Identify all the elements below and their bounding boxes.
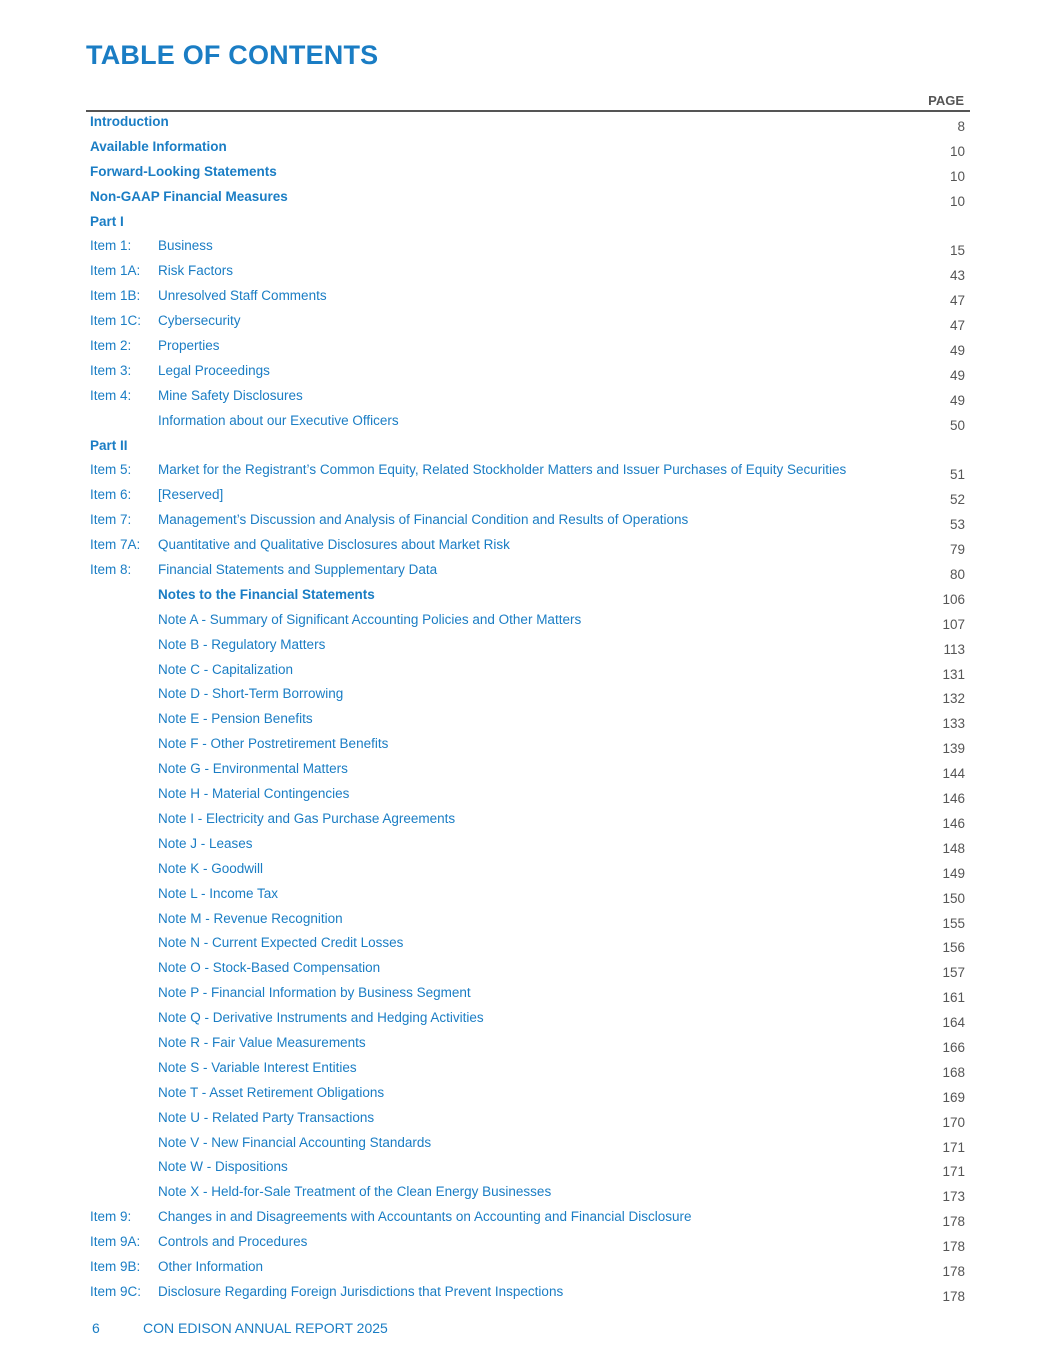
toc-entry-link[interactable]: Note F - Other Postretirement Benefits [158,736,389,752]
toc-entry-link[interactable]: Introduction [90,114,169,129]
toc-item-number: Item 9: [90,1209,132,1225]
toc-page-number: 178 [942,1288,965,1304]
toc-item-number: Item 9A: [90,1234,141,1250]
toc-entry-link[interactable]: Information about our Executive Officers [158,412,399,428]
toc-page-number: 49 [949,367,965,383]
toc-page-number: 47 [949,318,965,334]
toc-page-number: 8 [957,119,965,134]
toc-entry-link[interactable]: Note G - Environmental Matters [158,761,348,777]
toc-entry[interactable] [86,609,970,634]
toc-entry[interactable] [86,260,970,285]
toc-entry[interactable] [86,1256,970,1281]
toc-entry[interactable] [86,908,970,933]
toc-item-number: Item 2: [90,338,132,354]
toc-page-number: 169 [942,1089,965,1105]
toc-entry[interactable] [86,534,970,559]
toc-page-number: 52 [949,492,965,508]
toc-entry[interactable] [86,982,970,1007]
toc-entry-link[interactable]: Note V - New Financial Accounting Standards [158,1134,432,1150]
toc-page-number: 150 [942,890,965,906]
toc-entry-link[interactable]: Part I [90,213,124,229]
toc-entry-link[interactable]: Part II [90,437,128,453]
toc-entry[interactable] [86,559,970,584]
toc-page-number: 161 [942,990,965,1006]
toc-entry-link[interactable]: Forward-Looking Statements [90,163,277,179]
toc-item-number: Item 8: [90,562,132,578]
toc-page-number: 53 [949,517,965,533]
toc-entry[interactable] [86,161,970,186]
toc-page-number: 47 [949,293,965,309]
toc-entry[interactable] [86,1181,970,1206]
page-footer [92,1320,388,1336]
toc-entry[interactable] [86,211,970,236]
toc-page-number: 113 [943,641,965,657]
toc-entry-link[interactable]: Cybersecurity [158,313,241,329]
toc-entry-link[interactable]: Note I - Electricity and Gas Purchase Agreements [158,810,456,826]
toc-item-number: Item 1: [90,238,132,254]
toc-item-number: Item 5: [90,462,132,478]
toc-page-number: 146 [942,815,965,831]
toc-entry-link[interactable]: Note K - Goodwill [158,860,264,876]
toc-entry[interactable] [86,435,970,460]
page-title: TABLE OF CONTENTS [86,40,379,70]
toc-item-number: Item 4: [90,387,132,403]
toc-page-number: 132 [942,691,965,707]
footer-report-title: CON EDISON ANNUAL REPORT 2025 [143,1320,388,1336]
toc-page-number: 133 [942,716,965,732]
toc-entry[interactable] [86,883,970,908]
toc-entry-link[interactable]: [Reserved] [158,487,224,503]
toc-entry-link[interactable]: Note S - Variable Interest Entities [158,1059,357,1075]
toc-entry[interactable] [86,932,970,957]
toc-entry-link[interactable]: Note P - Financial Information by Business Segment [158,985,471,1001]
toc-entry-link[interactable]: Note O - Stock-Based Compensation [158,960,381,976]
toc-entry[interactable] [86,509,970,534]
toc-item-number: Item 9C: [90,1283,142,1299]
toc-entry[interactable] [86,634,970,659]
toc-page-number: 170 [942,1114,965,1130]
toc-entry[interactable] [86,1107,970,1132]
toc-page-number: 10 [949,193,965,209]
toc-page-number: 106 [942,591,965,607]
toc-page-number: 178 [942,1214,965,1230]
toc-entry-link[interactable]: Note W - Dispositions [158,1159,288,1175]
toc-entry[interactable] [86,659,970,684]
toc-entry[interactable] [86,410,970,435]
toc-page-number: 164 [942,1015,965,1031]
toc-entry[interactable] [86,310,970,335]
toc-page-number: 51 [949,467,965,483]
toc-entry[interactable] [86,1156,970,1181]
toc-entry-link[interactable]: Disclosure Regarding Foreign Jurisdictions that Prevent Inspections [158,1283,564,1299]
toc-entry-link[interactable]: Available Information [90,138,227,154]
toc-entry-link[interactable]: Non-GAAP Financial Measures [90,188,288,204]
toc-page-number: 173 [942,1189,965,1205]
toc-entry[interactable] [86,335,970,360]
toc-entry-link[interactable]: Properties [158,338,220,354]
toc-entry-link[interactable]: Note M - Revenue Recognition [158,910,343,926]
toc-page-number: 148 [942,840,965,856]
toc-page-number: 144 [942,766,965,782]
toc-entry-link[interactable]: Controls and Procedures [158,1234,308,1250]
toc-entry[interactable] [86,733,970,758]
toc-page-number: 178 [942,1263,965,1279]
toc-entry-link[interactable]: Note R - Fair Value Measurements [158,1034,366,1050]
toc-entry-link[interactable]: Business [158,238,213,254]
toc-entry[interactable] [86,1206,970,1231]
toc-entry[interactable] [86,708,970,733]
toc-entry-link[interactable]: Unresolved Staff Comments [158,288,327,304]
toc-entry[interactable] [86,285,970,310]
toc-page-number: 15 [949,243,965,259]
toc-entry[interactable] [86,385,970,410]
toc-entry[interactable] [86,484,970,509]
toc-entry[interactable] [86,1057,970,1082]
toc-entry[interactable] [86,808,970,833]
table-of-contents [86,111,970,1306]
footer-page-number: 6 [92,1320,100,1336]
toc-entry-link[interactable]: Note C - Capitalization [158,661,294,677]
toc-entry-link[interactable]: Note D - Short-Term Borrowing [158,686,344,702]
toc-page-number: 168 [942,1064,965,1080]
toc-entry[interactable] [86,235,970,260]
toc-entry-link[interactable]: Note L - Income Tax [158,885,279,901]
toc-entry[interactable] [86,1082,970,1107]
toc-page-number: 156 [942,940,965,956]
page-column-header [86,92,970,112]
toc-page-number: 139 [942,741,965,757]
toc-page-number: 10 [949,143,965,159]
toc-entry[interactable] [86,1281,970,1306]
toc-item-number: Item 1A: [90,263,141,279]
toc-entry-link[interactable]: Management’s Discussion and Analysis of Financial Condition and Results of Operations [158,512,689,528]
toc-page-number: 49 [949,343,965,359]
toc-entry[interactable] [86,1132,970,1157]
toc-entry[interactable] [86,957,970,982]
toc-entry-link[interactable]: Quantitative and Qualitative Disclosures about Market Risk [158,537,510,553]
toc-entry-link[interactable]: Note Q - Derivative Instruments and Hedging Activities [158,1010,484,1026]
toc-entry[interactable] [86,1231,970,1256]
toc-entry[interactable] [86,111,970,136]
toc-page-number: 166 [942,1039,965,1055]
toc-page-number: 10 [949,168,965,184]
toc-page-number: 107 [942,616,965,632]
toc-entry[interactable] [86,186,970,211]
toc-page-number: 131 [942,666,965,682]
toc-page-number: 171 [942,1139,965,1155]
toc-page-number: 171 [942,1164,965,1180]
toc-entry-link[interactable]: Note B - Regulatory Matters [158,636,326,652]
toc-entry[interactable] [86,683,970,708]
toc-entry-link[interactable]: Note J - Leases [158,835,253,851]
toc-entry-link[interactable]: Mine Safety Disclosures [158,387,303,403]
toc-entry[interactable] [86,1007,970,1032]
toc-entry[interactable] [86,1032,970,1057]
toc-entry[interactable] [86,858,970,883]
toc-entry[interactable] [86,833,970,858]
toc-item-number: Item 1B: [90,288,141,304]
toc-page-number: 149 [942,865,965,881]
toc-entry-link[interactable]: Legal Proceedings [158,362,270,378]
toc-page-number: 80 [949,567,965,583]
toc-page-number: 49 [949,392,965,408]
toc-entry[interactable] [86,584,970,609]
toc-entry[interactable] [86,783,970,808]
toc-entry-link[interactable]: Market for the Registrant’s Common Equity, Related Stockholder Matters and Issuer Purchases of Equity Securities [158,462,847,478]
toc-page-number: 79 [949,542,965,558]
toc-entry[interactable] [86,459,970,484]
toc-item-number: Item 1C: [90,313,142,329]
toc-entry-link[interactable]: Note E - Pension Benefits [158,711,313,727]
toc-entry-link[interactable]: Other Information [158,1258,264,1274]
toc-entry-link[interactable]: Note A - Summary of Significant Accounting Policies and Other Matters [158,611,582,627]
toc-entry-link[interactable]: Note U - Related Party Transactions [158,1109,375,1125]
toc-page-number: 178 [942,1239,965,1255]
toc-item-number: Item 7: [90,512,132,528]
toc-entry-link[interactable]: Notes to the Financial Statements [158,586,375,602]
toc-entry[interactable] [86,360,970,385]
toc-page-number: 43 [949,268,965,284]
toc-item-number: Item 6: [90,487,132,503]
toc-entry[interactable] [86,758,970,783]
toc-page-number: 155 [942,915,965,931]
toc-entry-link[interactable]: Changes in and Disagreements with Accountants on Accounting and Financial Disclosure [158,1209,692,1225]
toc-page-number: 146 [942,791,965,807]
toc-entry-link[interactable]: Note T - Asset Retirement Obligations [158,1084,385,1100]
toc-page-number: 50 [949,417,965,433]
toc-entry-link[interactable]: Note N - Current Expected Credit Losses [158,935,404,951]
toc-item-number: Item 9B: [90,1258,141,1274]
toc-entry-link[interactable]: Financial Statements and Supplementary Data [158,562,438,578]
toc-entry-link[interactable]: Note X - Held-for-Sale Treatment of the Clean Energy Businesses [158,1184,552,1200]
toc-page-number: 157 [942,965,965,981]
toc-entry[interactable] [86,136,970,161]
toc-item-number: Item 3: [90,362,132,378]
page-column-label: PAGE [928,93,964,108]
toc-entry-link[interactable]: Note H - Material Contingencies [158,786,350,802]
toc-item-number: Item 7A: [90,537,141,553]
toc-entry-link[interactable]: Risk Factors [158,263,234,279]
